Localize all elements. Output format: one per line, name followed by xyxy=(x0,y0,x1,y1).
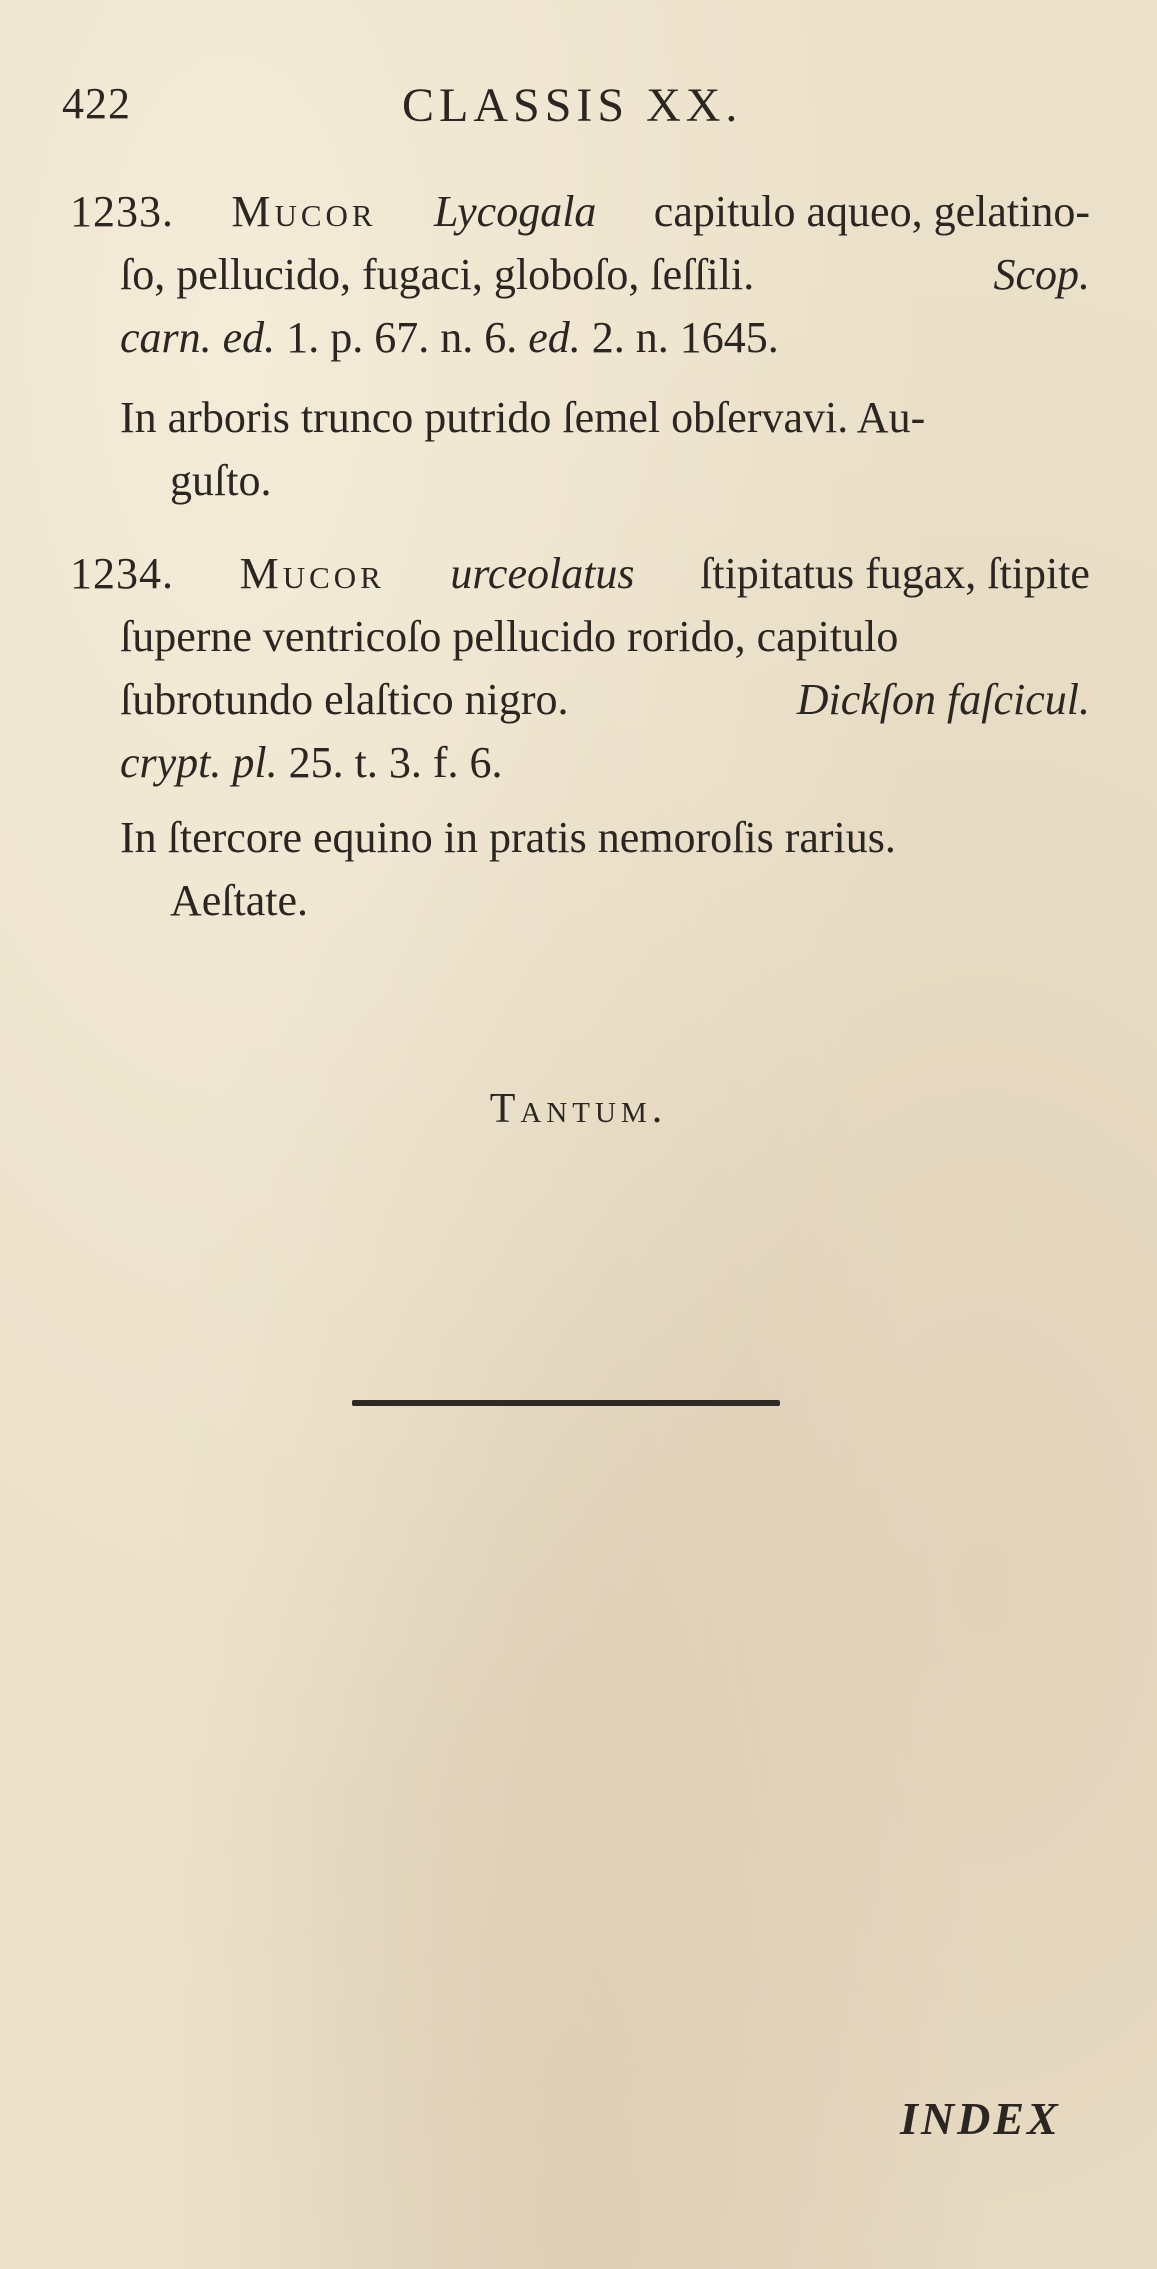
habitat-line xyxy=(120,449,1090,512)
habitat-1234 xyxy=(120,806,1090,932)
catchword: INDEX xyxy=(900,2093,1061,2144)
citation-text: Dickſon faſcicul. xyxy=(796,675,1090,724)
entry-line xyxy=(70,542,1090,605)
entry-1234 xyxy=(70,542,1090,794)
entry-line xyxy=(120,306,1090,369)
entry-line xyxy=(120,731,1090,794)
habitat-text: In arboris trunco putrido ſemel obſervavi. Au- xyxy=(120,393,926,442)
horizontal-rule xyxy=(352,1400,780,1406)
entry-number: 1234. xyxy=(70,549,174,598)
page-number: 422 xyxy=(62,79,131,128)
entry-1233 xyxy=(70,180,1090,369)
description-text: ſtipitatus fugax, ſtipite xyxy=(700,549,1090,598)
species-name: Lycogala xyxy=(433,187,597,236)
running-title: CLASSIS XX. xyxy=(402,79,743,132)
entry-line xyxy=(120,668,1090,731)
running-head xyxy=(62,78,1102,138)
entry-line xyxy=(120,605,1090,668)
habitat-line xyxy=(120,386,1090,449)
habitat-1233 xyxy=(120,386,1090,512)
citation-text: Scop. xyxy=(993,250,1090,299)
description-text: capitulo aqueo, gelatino- xyxy=(653,187,1090,236)
entry-number: 1233. xyxy=(70,187,174,236)
description-text: ſubrotundo elaſtico nigro. xyxy=(120,675,569,724)
citation-text: crypt. pl. xyxy=(120,738,278,787)
habitat-text: Aeſtate. xyxy=(170,876,309,925)
genus-name: Mucor xyxy=(231,187,377,236)
citation-text: carn. ed. xyxy=(120,313,276,362)
habitat-text: In ſtercore equino in pratis nemoroſis rarius. xyxy=(120,813,896,862)
citation-text: 25. t. 3. f. 6. xyxy=(288,738,503,787)
description-text: ſo, pellucido, fugaci, globoſo, ſeſſili. xyxy=(120,250,755,299)
habitat-line xyxy=(120,869,1090,932)
citation-text: 1. p. 67. n. 6. xyxy=(286,313,518,362)
citation-text: ed. xyxy=(528,313,581,362)
genus-name: Mucor xyxy=(239,549,385,598)
finis-text: Tantum. xyxy=(489,1086,668,1132)
species-name: urceolatus xyxy=(450,549,635,598)
entry-line xyxy=(120,243,1090,306)
description-text: ſuperne ventricoſo pellucido rorido, capitulo xyxy=(120,612,899,661)
citation-text: 2. n. 1645. xyxy=(591,313,779,362)
habitat-line xyxy=(120,806,1090,869)
entry-line xyxy=(70,180,1090,243)
habitat-text: guſto. xyxy=(170,456,272,505)
